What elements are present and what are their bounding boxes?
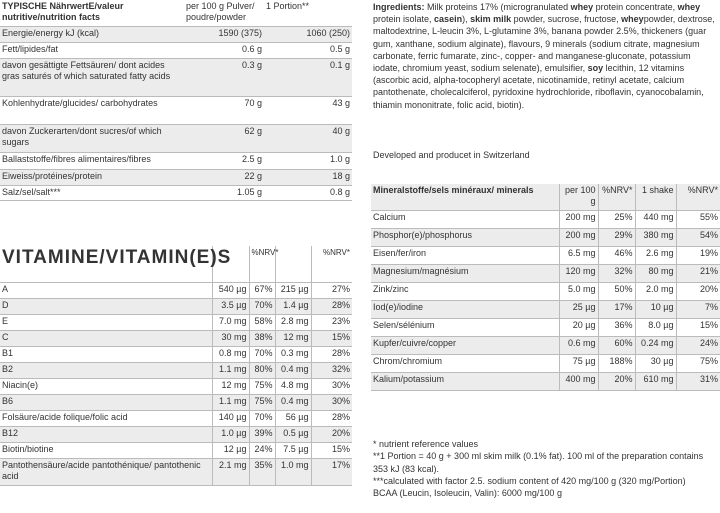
footnote: BCAA (Leucin, Isoleucin, Valin): 6000 mg/100 g [373, 488, 562, 499]
mineral-per100: 25 µg [559, 301, 598, 319]
vitamin-portion: 12 mg [275, 331, 311, 347]
mineral-nrv-per100: 46% [598, 247, 635, 265]
vitamin-per100: 2.1 mg [212, 459, 249, 486]
nutrient-label: Kohlenhydrate/glucides/ carbohydrates [0, 97, 184, 125]
vitamin-portion: 1.0 mg [275, 459, 311, 486]
mineral-per100: 20 µg [559, 319, 598, 337]
vitamin-name: C [0, 331, 212, 347]
vitamin-per100: 140 µg [212, 411, 249, 427]
mineral-per100: 5.0 mg [559, 283, 598, 301]
vitamin-name: B2 [0, 363, 212, 379]
allergen: whey [570, 2, 594, 12]
mineral-nrv-per100: 32% [598, 265, 635, 283]
nutrient-portion: 0.1 g [264, 59, 352, 97]
nutrition-header-row [0, 0, 352, 27]
vitamin-per100: 3.5 µg [212, 299, 249, 315]
mineral-name: Eisen/fer/iron [371, 247, 559, 265]
vitamin-per100: 1.0 µg [212, 427, 249, 443]
mineral-name: Magnesium/magnésium [371, 265, 559, 283]
mineral-row [371, 355, 720, 373]
minerals-header-row [371, 184, 720, 211]
vitamin-row [0, 315, 352, 331]
mineral-nrv-shake: 31% [676, 373, 720, 391]
footnote: **1 Portion = 40 g + 300 ml skim milk (0.1% fat). 100 ml of the preparation contains 353 kJ (83 kcal). [373, 451, 704, 474]
mineral-nrv-per100: 29% [598, 229, 635, 247]
nutrition-header-per100: per 100 g Pulver/ poudre/powder [184, 0, 264, 27]
ingredients-text [373, 1, 718, 111]
vitamin-portion: 0.5 µg [275, 427, 311, 443]
minerals-header-shake: 1 shake [635, 184, 676, 211]
nutrient-per100: 22 g [184, 170, 264, 186]
vitamin-per100: 12 µg [212, 443, 249, 459]
mineral-shake: 2.0 mg [635, 283, 676, 301]
vitamin-name: E [0, 315, 212, 331]
vitamin-nrv-portion: 15% [311, 331, 352, 347]
vitamin-portion: 7.5 µg [275, 443, 311, 459]
developed-in-text: Developed and producet in Switzerland [373, 150, 530, 160]
vitamin-per100: 540 µg [212, 283, 249, 299]
vitamin-nrv-per100: 38% [249, 331, 275, 347]
vitamin-nrv-per100: 70% [249, 299, 275, 315]
nutrition-table [0, 0, 352, 201]
vitamin-per100: 12 mg [212, 379, 249, 395]
mineral-nrv-per100: 50% [598, 283, 635, 301]
ingredients-part: Milk proteins 17% (microgranulated [424, 2, 571, 12]
ingredients-label: Ingredients: [373, 2, 425, 12]
vitamin-nrv-portion: 15% [311, 443, 352, 459]
mineral-shake: 80 mg [635, 265, 676, 283]
vitamin-nrv-portion: 20% [311, 427, 352, 443]
vitamin-nrv-per100: 75% [249, 379, 275, 395]
mineral-name: Iod(e)/iodine [371, 301, 559, 319]
mineral-row [371, 319, 720, 337]
nutrient-portion: 18 g [264, 170, 352, 186]
mineral-nrv-shake: 54% [676, 229, 720, 247]
nutrient-label: Salz/sel/salt*** [0, 186, 184, 201]
vitamin-portion: 0.3 mg [275, 347, 311, 363]
vitamin-per100: 1.1 mg [212, 395, 249, 411]
vitamins-header-blank [275, 246, 311, 283]
vitamin-nrv-portion: 27% [311, 283, 352, 299]
nutrient-per100: 0.3 g [184, 59, 264, 97]
mineral-shake: 30 µg [635, 355, 676, 373]
vitamin-portion: 0.4 mg [275, 395, 311, 411]
mineral-shake: 2.6 mg [635, 247, 676, 265]
nutrient-per100: 1590 (375) [184, 27, 264, 43]
mineral-row [371, 247, 720, 265]
mineral-nrv-per100: 17% [598, 301, 635, 319]
mineral-row [371, 229, 720, 247]
nutrient-portion: 43 g [264, 97, 352, 125]
vitamin-per100: 30 mg [212, 331, 249, 347]
vitamin-per100: 0.8 mg [212, 347, 249, 363]
vitamin-nrv-portion: 28% [311, 411, 352, 427]
mineral-nrv-per100: 36% [598, 319, 635, 337]
nutrition-header-portion: 1 Portion** [264, 0, 352, 27]
mineral-per100: 400 mg [559, 373, 598, 391]
vitamin-nrv-per100: 70% [249, 347, 275, 363]
nutrient-label: Ballaststoffe/fibres alimentaires/fibres [0, 153, 184, 170]
vitamin-nrv-portion: 17% [311, 459, 352, 486]
mineral-nrv-per100: 25% [598, 211, 635, 229]
vitamin-name: A [0, 283, 212, 299]
mineral-nrv-shake: 24% [676, 337, 720, 355]
vitamin-nrv-per100: 58% [249, 315, 275, 331]
vitamin-nrv-per100: 39% [249, 427, 275, 443]
mineral-row [371, 301, 720, 319]
mineral-shake: 380 mg [635, 229, 676, 247]
nutrient-per100: 0.6 g [184, 43, 264, 59]
mineral-nrv-shake: 21% [676, 265, 720, 283]
footnote: * nutrient reference values [373, 439, 479, 449]
nutrition-row [0, 153, 352, 170]
nutrition-header-label: TYPISCHE NährwertE/valeur nutritive/nutrition facts [0, 0, 184, 27]
allergen: whey [621, 14, 644, 25]
mineral-name: Selen/sélénium [371, 319, 559, 337]
nutrient-per100: 1.05 g [184, 186, 264, 201]
vitamin-portion: 4.8 mg [275, 379, 311, 395]
mineral-nrv-shake: 19% [676, 247, 720, 265]
mineral-name: Kupfer/cuivre/copper [371, 337, 559, 355]
allergen: soy [587, 63, 604, 74]
vitamins-header-nrv1: %NRV* [249, 246, 275, 283]
mineral-row [371, 373, 720, 391]
vitamin-name: D [0, 299, 212, 315]
vitamin-row [0, 411, 352, 427]
nutrition-row [0, 27, 352, 43]
vitamin-name: B1 [0, 347, 212, 363]
nutrition-row [0, 59, 352, 97]
mineral-nrv-shake: 7% [676, 301, 720, 319]
vitamin-nrv-per100: 35% [249, 459, 275, 486]
vitamin-row [0, 379, 352, 395]
nutrient-per100: 62 g [184, 125, 264, 153]
mineral-shake: 8.0 µg [635, 319, 676, 337]
mineral-nrv-shake: 55% [676, 211, 720, 229]
vitamin-portion: 0.4 mg [275, 363, 311, 379]
nutrition-row [0, 43, 352, 59]
mineral-nrv-shake: 20% [676, 283, 720, 301]
nutrient-portion: 0.8 g [264, 186, 352, 201]
vitamin-name: B6 [0, 395, 212, 411]
vitamin-portion: 1.4 µg [275, 299, 311, 315]
mineral-per100: 0.6 mg [559, 337, 598, 355]
vitamin-row [0, 427, 352, 443]
mineral-per100: 200 mg [559, 211, 598, 229]
mineral-row [371, 337, 720, 355]
minerals-header-per100: per 100 g [559, 184, 598, 211]
vitamin-row [0, 395, 352, 411]
mineral-per100: 200 mg [559, 229, 598, 247]
vitamin-name: Niacin(e) [0, 379, 212, 395]
mineral-per100: 75 µg [559, 355, 598, 373]
nutrition-row [0, 97, 352, 125]
mineral-nrv-per100: 188% [598, 355, 635, 373]
footnote: ***calculated with factor 2.5. sodium content of 420 mg/100 g (320 mg/Portion) [373, 475, 686, 486]
ingredients-part: lecithin, 12 vitamins (ascorbic acid, alpha-tocopheryl acetate, nicotinamide, retinyl acetate, calcium pantothenate, cholecalciferol, pyridoxine hydrochloride, riboflavin, cyanocobalamin, thiamin mononitrate, folic acid, biotin). [373, 63, 704, 110]
nutrition-row [0, 186, 352, 201]
vitamin-nrv-portion: 30% [311, 379, 352, 395]
vitamin-nrv-per100: 24% [249, 443, 275, 459]
vitamin-portion: 215 µg [275, 283, 311, 299]
vitamin-nrv-per100: 67% [249, 283, 275, 299]
mineral-shake: 440 mg [635, 211, 676, 229]
nutrient-label: davon gesättigte Fettsäuren/ dont acides gras saturés of which saturated fatty acids [0, 59, 184, 97]
vitamin-row [0, 299, 352, 315]
vitamin-name: B12 [0, 427, 212, 443]
vitamin-row [0, 443, 352, 459]
minerals-header-nrv1: %NRV* [598, 184, 635, 211]
ingredients-part: powder, sucrose, fructose, [511, 14, 622, 25]
ingredients-part: powder, dextrose, maltodextrine, L-leucin 3%, L-glutamine 3%, banana powder 2.5%, thickeners (guar gum, xanthane, sodium alginate), flavours, 9 minerals (sodium citrate, magnesium carbonate, ferric fumarate, zinc-, copper- and manganese-gluconate, potassium iodate, chromium yeast, sodium selenate), emulsifier, [373, 14, 715, 74]
vitamin-row [0, 363, 352, 379]
vitamin-row [0, 459, 352, 486]
vitamin-nrv-per100: 80% [249, 363, 275, 379]
mineral-row [371, 211, 720, 229]
allergen: casein [434, 14, 463, 25]
minerals-header-label: Mineralstoffe/sels minéraux/ minerals [371, 184, 559, 211]
vitamin-nrv-portion: 28% [311, 299, 352, 315]
vitamins-header-row [0, 246, 352, 283]
vitamin-nrv-portion: 32% [311, 363, 352, 379]
mineral-row [371, 265, 720, 283]
vitamin-name: Folsäure/acide folique/folic acid [0, 411, 212, 427]
vitamins-table [0, 246, 352, 486]
mineral-nrv-shake: 75% [676, 355, 720, 373]
minerals-table [371, 184, 720, 391]
mineral-per100: 120 mg [559, 265, 598, 283]
vitamin-per100: 7.0 mg [212, 315, 249, 331]
nutrient-portion: 1.0 g [264, 153, 352, 170]
mineral-name: Phosphor(e)/phosphorus [371, 229, 559, 247]
vitamin-nrv-portion: 23% [311, 315, 352, 331]
mineral-nrv-per100: 20% [598, 373, 635, 391]
allergen: skim milk [470, 14, 512, 25]
allergen: whey [677, 2, 701, 12]
mineral-name: Calcium [371, 211, 559, 229]
footnotes [373, 438, 718, 499]
mineral-shake: 0.24 mg [635, 337, 676, 355]
vitamins-title: VITAMINE/VITAMIN(E)S [0, 246, 212, 283]
vitamin-portion: 2.8 mg [275, 315, 311, 331]
vitamin-name: Biotin/biotine [0, 443, 212, 459]
mineral-nrv-shake: 15% [676, 319, 720, 337]
mineral-shake: 610 mg [635, 373, 676, 391]
vitamin-row [0, 331, 352, 347]
vitamin-per100: 1.1 mg [212, 363, 249, 379]
nutrition-row [0, 170, 352, 186]
vitamin-nrv-per100: 75% [249, 395, 275, 411]
vitamin-nrv-portion: 28% [311, 347, 352, 363]
vitamin-row [0, 347, 352, 363]
vitamin-portion: 56 µg [275, 411, 311, 427]
nutrient-label: Energie/energy kJ (kcal) [0, 27, 184, 43]
mineral-per100: 6.5 mg [559, 247, 598, 265]
vitamin-nrv-portion: 30% [311, 395, 352, 411]
nutrient-portion: 40 g [264, 125, 352, 153]
vitamins-header-nrv2: %NRV* [311, 246, 352, 283]
vitamin-nrv-per100: 70% [249, 411, 275, 427]
vitamin-row [0, 283, 352, 299]
ingredients-part: protein isolate, [373, 14, 435, 25]
minerals-header-nrv2: %NRV* [676, 184, 720, 211]
nutrient-portion: 0.5 g [264, 43, 352, 59]
mineral-row [371, 283, 720, 301]
mineral-name: Zink/zinc [371, 283, 559, 301]
nutrient-portion: 1060 (250) [264, 27, 352, 43]
vitamin-name: Pantothensäure/acide pantothénique/ pantothenic acid [0, 459, 212, 486]
mineral-shake: 10 µg [635, 301, 676, 319]
nutrient-per100: 2.5 g [184, 153, 264, 170]
nutrition-row [0, 125, 352, 153]
nutrient-label: Fett/lipides/fat [0, 43, 184, 59]
mineral-nrv-per100: 60% [598, 337, 635, 355]
mineral-name: Chrom/chromium [371, 355, 559, 373]
nutrient-label: Eiweiss/protéines/protein [0, 170, 184, 186]
nutrient-per100: 70 g [184, 97, 264, 125]
ingredients-part: protein concentrate, [593, 2, 678, 12]
ingredients-part: ), [462, 14, 471, 25]
mineral-name: Kalium/potassium [371, 373, 559, 391]
nutrient-label: davon Zuckerarten/dont sucres/of which sugars [0, 125, 184, 153]
